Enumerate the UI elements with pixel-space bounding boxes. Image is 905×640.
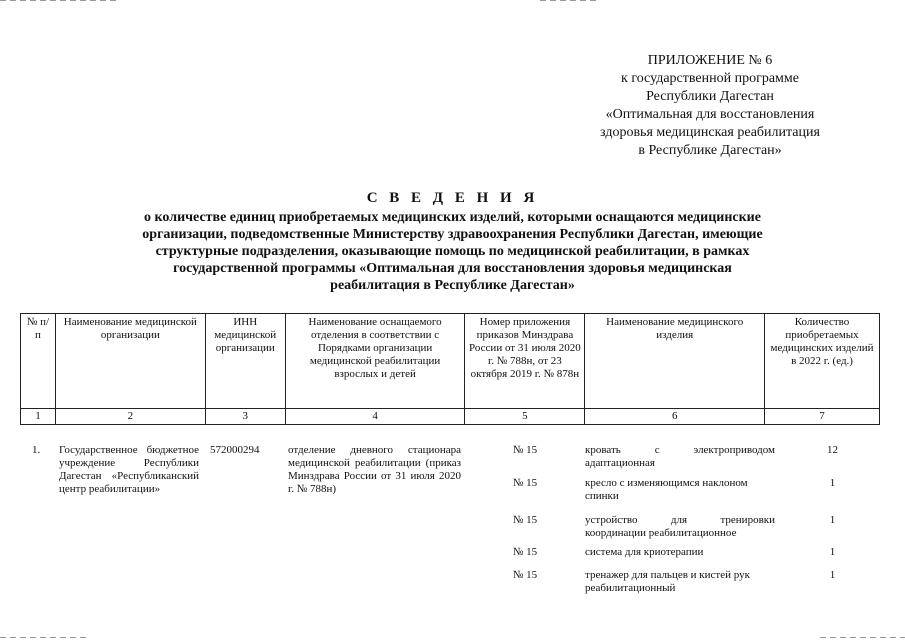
heading-line: реабилитация в Республике Дагестан» [330, 278, 575, 293]
appendix-line: к государственной программе [621, 71, 799, 86]
column-number: 6 [585, 409, 765, 425]
appendix-block [585, 52, 835, 160]
device-appendix-number: № 15 [512, 514, 538, 526]
appendix-line: здоровья медицинская реабилитация [600, 125, 820, 140]
header-col-number: № п/п [21, 314, 56, 409]
organization-name: Государственное бюджетное учреждение Республики Дагестан «Республиканский центр реабилитации» [59, 444, 199, 495]
appendix-line: «Оптимальная для восстановления [605, 107, 815, 122]
device-appendix-number: № 15 [512, 546, 538, 558]
header-col-device-name: Наименование медицинского изделия [585, 314, 765, 409]
device-appendix-number: № 15 [512, 444, 538, 456]
column-number: 1 [21, 409, 56, 425]
device-appendix-number: № 15 [512, 477, 538, 489]
heading-line: государственной программы «Оптимальная для восстановления здоровья медицинская [173, 261, 732, 276]
department-name: отделение дневного стационара медицинской реабилитации (приказ Минздрава России от 31 июля 2020 г. № 788н) [288, 444, 461, 495]
scan-edge-bottom [0, 637, 90, 638]
heading-line: организации, подведомственные Министерству здравоохранения Республики Дагестан, имеющие [142, 227, 763, 242]
document-title: С В Е Д Е Н И Я [366, 190, 539, 206]
device-quantity: 1 [829, 477, 836, 489]
column-number: 5 [465, 409, 585, 425]
device-name: система для криотерапии [585, 546, 704, 558]
scan-edge-top-right [540, 0, 600, 1]
device-quantity: 1 [829, 569, 836, 581]
column-number: 4 [285, 409, 465, 425]
equipment-table-header [20, 313, 880, 425]
organization-inn: 572000294 [210, 444, 260, 456]
column-number-row [21, 409, 880, 425]
column-number: 3 [205, 409, 285, 425]
document-heading [95, 190, 810, 294]
appendix-line: Республики Дагестан [646, 89, 774, 104]
device-name: устройство для тренировки координации реабилитационное [585, 514, 775, 539]
device-name: тренажер для пальцев и кистей рук реабилитационный [585, 569, 750, 594]
row-number: 1. [32, 444, 41, 456]
header-col-department: Наименование оснащаемого отделения в соответствии с Порядками организации медицинской реабилитации взрослых и детей [285, 314, 465, 409]
device-name: кресло с изменяющимся наклоном спинки [585, 477, 748, 502]
heading-line: структурные подразделения, оказывающие помощь по медицинской реабилитации, в рамках [155, 244, 750, 259]
column-number: 2 [55, 409, 205, 425]
device-quantity: 1 [829, 546, 836, 558]
heading-line: о количестве единиц приобретаемых медицинских изделий, которыми оснащаются медицинские [144, 210, 761, 225]
device-quantity: 12 [827, 444, 838, 456]
header-col-order-appendix: Номер приложения приказов Минздрава России от 31 июля 2020 г. № 788н, от 23 октября 2019 г. № 878н [465, 314, 585, 409]
scan-edge-bottom-right [820, 637, 905, 638]
scan-edge-top [0, 0, 120, 1]
device-name: кровать с электроприводом адаптационная [585, 444, 775, 469]
column-number: 7 [765, 409, 880, 425]
appendix-number: ПРИЛОЖЕНИЕ № 6 [647, 53, 773, 68]
appendix-line: в Республике Дагестан» [638, 143, 782, 158]
header-col-organization: Наименование медицинской организации [55, 314, 205, 409]
header-col-inn: ИНН медицинской организации [205, 314, 285, 409]
device-quantity: 1 [829, 514, 836, 526]
device-appendix-number: № 15 [512, 569, 538, 581]
table-header-row [21, 314, 880, 409]
header-col-quantity: Количество приобретаемых медицинских изделий в 2022 г. (ед.) [765, 314, 880, 409]
